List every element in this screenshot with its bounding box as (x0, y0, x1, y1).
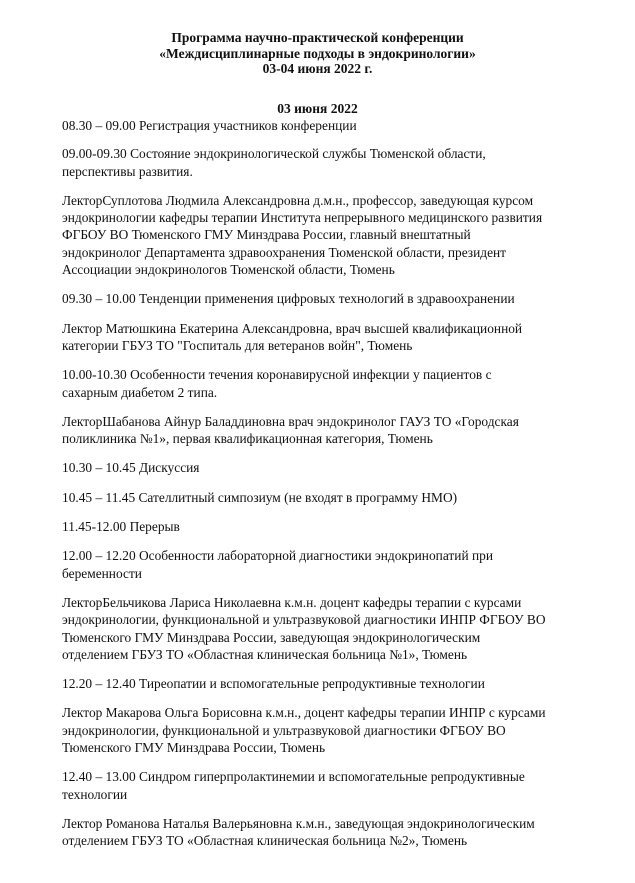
header-dates: 03-04 июня 2022 г. (262, 61, 373, 76)
header-title: Программа научно-практической конференции (171, 30, 464, 45)
program-entry: 10.00-10.30 Особенности течения коронавирусной инфекции у пациентов с сахарным диабетом 2 типа. (62, 367, 492, 400)
program-entry: 10.30 – 10.45 Дискуссия (62, 460, 200, 476)
day-heading: 03 июня 2022 (277, 101, 358, 116)
program-entry: 12.20 – 12.40 Тиреопатии и вспомогательные репродуктивные технологии (62, 676, 485, 692)
program-entry: 08.30 – 09.00 Регистрация участников конференции (62, 118, 357, 133)
program-entry: 12.00 – 12.20 Особенности лабораторной диагностики эндокринопатий при беременности (62, 548, 493, 581)
lecturer-info: ЛекторБельчикова Лариса Николаевна к.м.н. доцент кафедры терапии с курсами эндокринологии, функциональной и ультразвуковой диагностики ИНПР ФГБОУ ВО Тюменского ГМУ Минздрава России, заведующая эндокринологическим отделением ГБУЗ ТО «Областная клиническая больница №1», Тюмень (62, 594, 546, 662)
program-entry: 11.45-12.00 Перерыв (62, 519, 180, 535)
program-entry: 12.40 – 13.00 Синдром гиперпролактинемии и вспомогательные репродуктивные технологии (62, 769, 525, 802)
lecturer-info: Лектор Макарова Ольга Борисовна к.м.н., доцент кафедры терапии ИНПР с курсами эндокринологии, функциональной и ультразвуковой диагностики ФГБОУ ВО Тюменского ГМУ Минздрава России, Тюмень (62, 705, 546, 756)
program-entry: 09.00-09.30 Состояние эндокринологической службы Тюменской области, перспективы развития. (62, 146, 486, 179)
header-conference-name: «Междисциплинарные подходы в эндокринологии» (159, 45, 476, 61)
lecturer-info: Лектор Романова Наталья Валерьяновна к.м.н., заведующая эндокринологическим отделением ГБУЗ ТО «Областная клиническая больница №2», Тюмень (62, 815, 535, 849)
program-entry: 10.45 – 11.45 Сателлитный симпозиум (не входят в программу НМО) (62, 489, 458, 505)
program-entry: 09.30 – 10.00 Тенденции применения цифровых технологий в здравоохранении (62, 291, 515, 307)
lecturer-info: Лектор Матюшкина Екатерина Александровна, врач высшей квалификационной категории ГБУЗ ТО "Госпиталь для ветеранов войн", Тюмень (62, 320, 523, 353)
lecturer-info: ЛекторСуплотова Людмила Александровна д.м.н., профессор, заведующая курсом эндокринологии кафедры терапии Института непрерывного медицинского развития ФГБОУ ВО Тюменского ГМУ Минздрава России, главный внештатный эндокринолог Департамента здравоохранения Тюменской области, президент Ассоциации эндокринологов Тюменской области, Тюмень (62, 192, 543, 278)
program-entries (62, 117, 622, 862)
lecturer-info: ЛекторШабанова Айнур Баладдиновна врач эндокринолог ГАУЗ ТО «Городская поликлиника №1», первая квалификационная категория, Тюмень (62, 413, 519, 447)
program-header (0, 30, 635, 77)
